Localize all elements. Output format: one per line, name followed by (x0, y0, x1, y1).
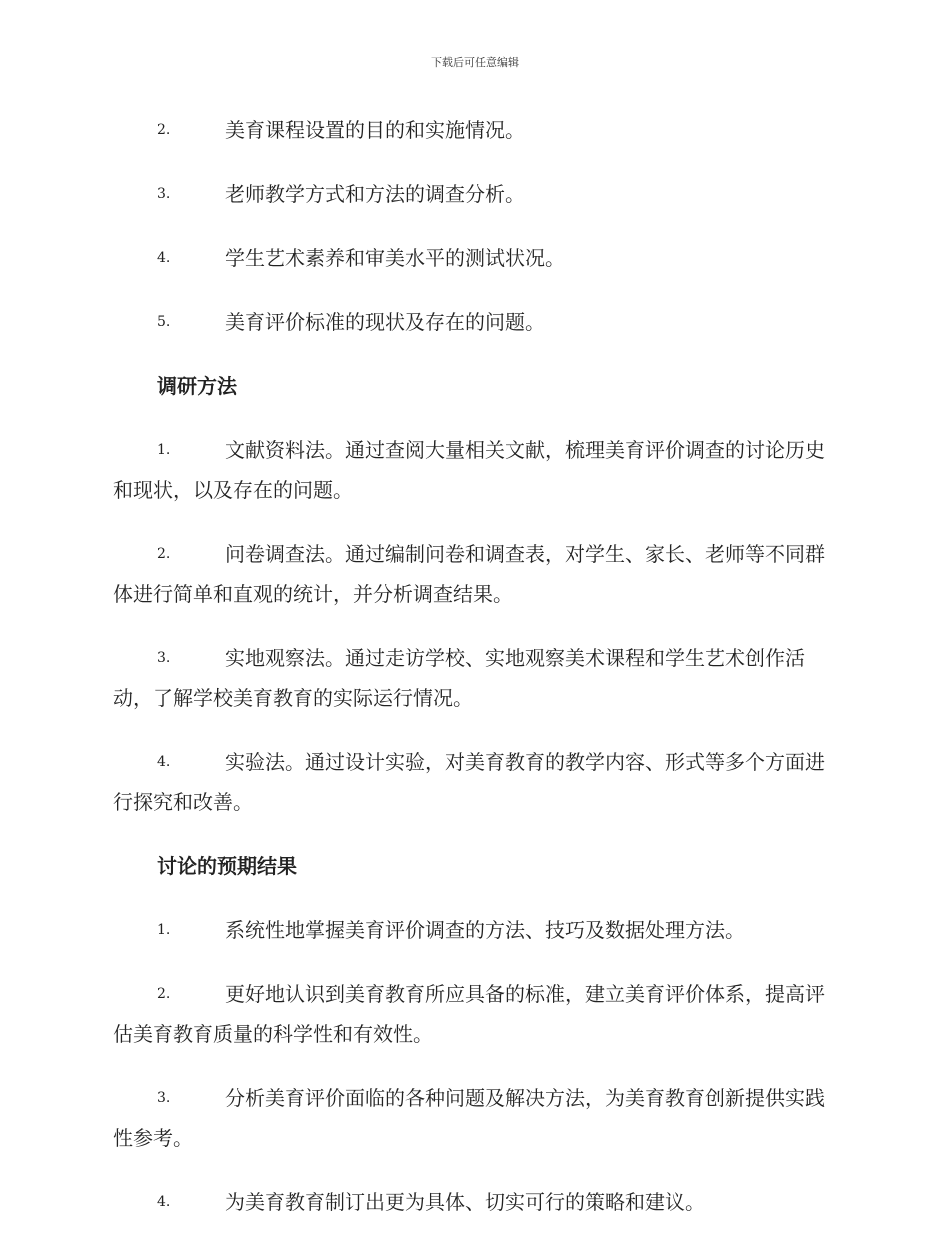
list-number: 2. (157, 122, 171, 138)
list-number: 3. (157, 186, 171, 202)
list-text: 分析美育评价面临的各种问题及解决方法，为美育教育创新提供实践性参考。 (113, 1086, 825, 1150)
list-item (113, 1182, 835, 1222)
list-item (113, 974, 835, 1054)
list-text: 美育评价标准的现状及存在的问题。 (225, 310, 545, 334)
list-item (113, 174, 835, 214)
list-text: 系统性地掌握美育评价调查的方法、技巧及数据处理方法。 (225, 918, 745, 942)
list-number: 1. (157, 442, 171, 458)
list-item (113, 1078, 835, 1158)
list-text: 为美育教育制订出更为具体、切实可行的策略和建议。 (225, 1190, 705, 1214)
list-number: 4. (157, 250, 171, 266)
list-number: 5. (157, 314, 171, 330)
list-number: 4. (157, 754, 171, 770)
list-text: 美育课程设置的目的和实施情况。 (225, 118, 525, 142)
list-text: 实地观察法。通过走访学校、实地观察美术课程和学生艺术创作活动，了解学校美育教育的实际运行情况。 (113, 646, 805, 710)
list-number: 3. (157, 1090, 171, 1106)
list-item (113, 638, 835, 718)
list-item (113, 238, 835, 278)
list-text: 学生艺术素养和审美水平的测试状况。 (225, 246, 565, 270)
page-header: 下载后可任意编辑 (431, 56, 519, 69)
list-number: 2. (157, 546, 171, 562)
document-body (113, 110, 835, 1246)
list-item (113, 742, 835, 822)
list-item (113, 110, 835, 150)
list-number: 2. (157, 986, 171, 1002)
list-item (113, 534, 835, 614)
list-item (113, 910, 835, 950)
list-text: 问卷调查法。通过编制问卷和调查表，对学生、家长、老师等不同群体进行简单和直观的统计，并分析调查结果。 (113, 542, 825, 606)
section-heading-expected-results: 讨论的预期结果 (157, 854, 297, 878)
list-text: 文献资料法。通过查阅大量相关文献，梳理美育评价调查的讨论历史和现状，以及存在的问题。 (113, 438, 825, 502)
section-heading-methods: 调研方法 (157, 374, 237, 398)
list-number: 3. (157, 650, 171, 666)
list-text: 更好地认识到美育教育所应具备的标准，建立美育评价体系，提高评估美育教育质量的科学性和有效性。 (113, 982, 825, 1046)
list-text: 实验法。通过设计实验，对美育教育的教学内容、形式等多个方面进行探究和改善。 (113, 750, 825, 814)
list-number: 4. (157, 1194, 171, 1210)
list-number: 1. (157, 922, 171, 938)
list-item (113, 430, 835, 510)
list-text: 老师教学方式和方法的调查分析。 (225, 182, 525, 206)
list-item (113, 302, 835, 342)
